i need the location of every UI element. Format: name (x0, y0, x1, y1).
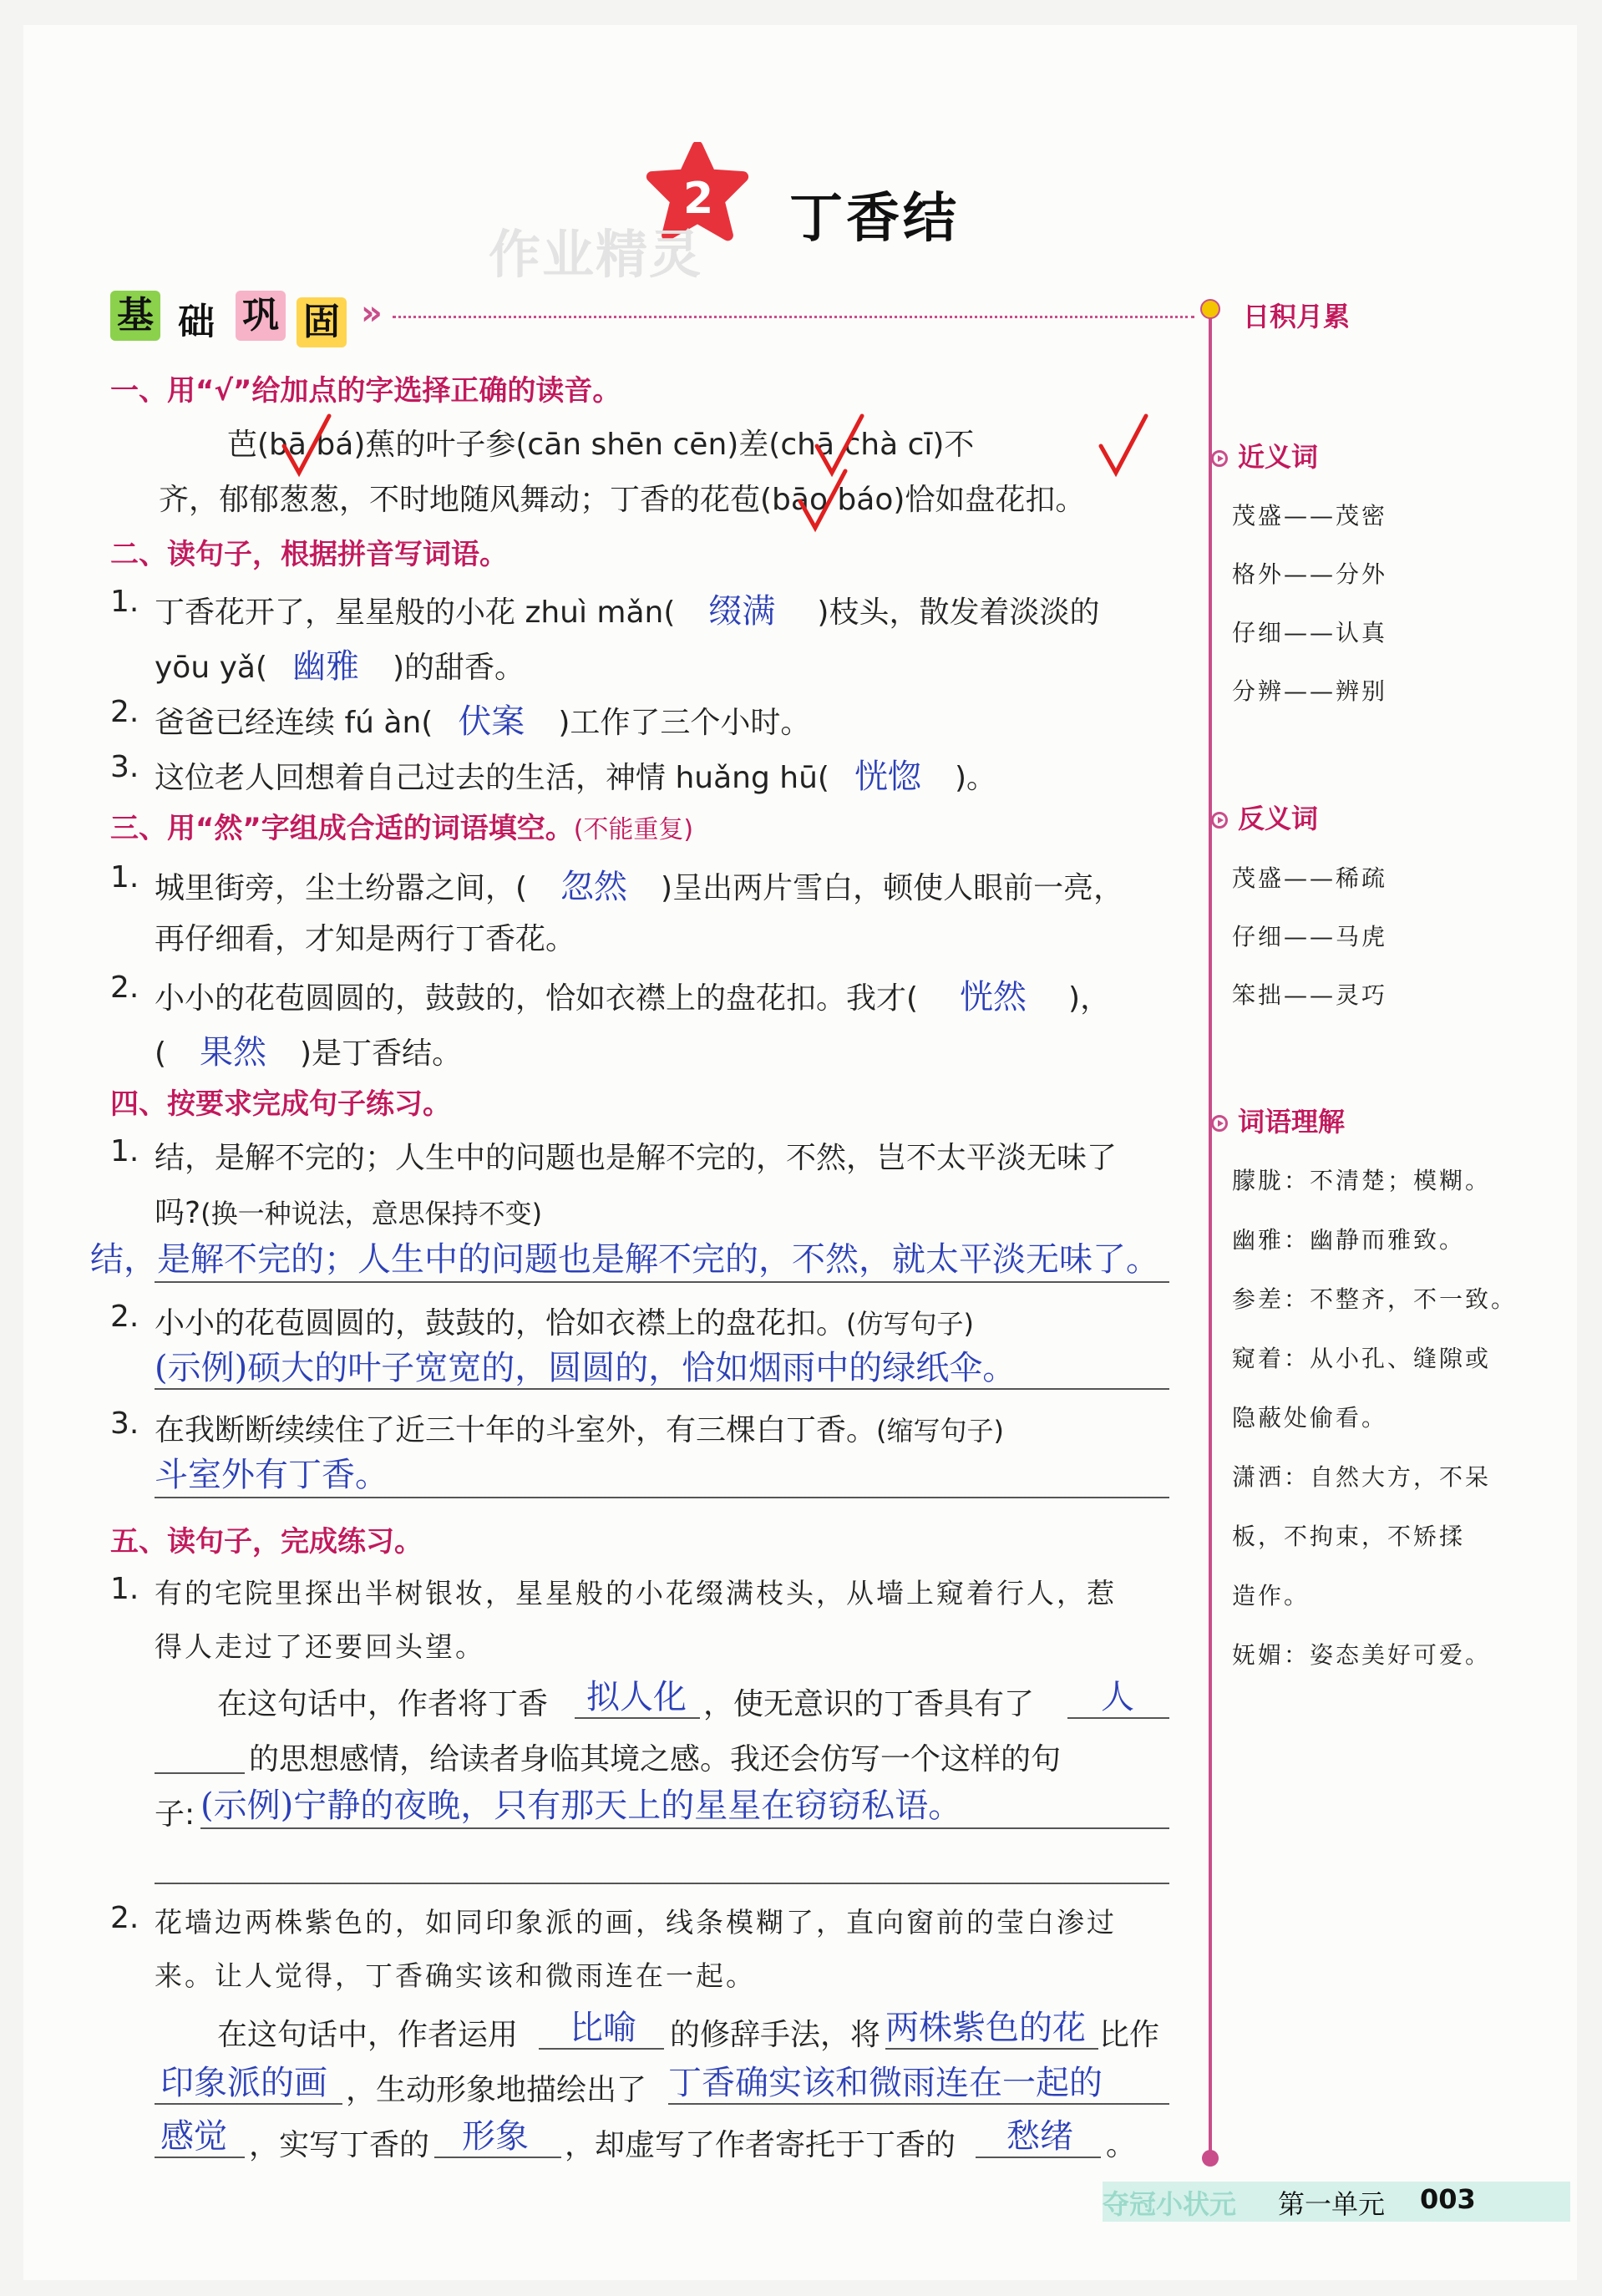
glossary-line: 板，不拘束，不矫揉 (1232, 1523, 1466, 1550)
q2-item-1-text: 丁香花开了，星星般的小花 zhuì mǎn( 缀满 )枝头，散发着淡淡的 (155, 592, 1100, 631)
q5-item-2-prompt-6: ，却虚写了作者寄托于丁香的 (565, 2128, 956, 2162)
q3-item-number: 1. (110, 860, 139, 895)
answer-line (155, 1281, 1169, 1283)
answer-line (155, 1772, 245, 1774)
check-mark-icon (277, 413, 336, 479)
answer-line (976, 2157, 1101, 2158)
answer-line (434, 2157, 561, 2158)
synonym-item: 茂盛——茂密 (1232, 502, 1388, 530)
q5-item-2-prompt-3: 比作 (1099, 2018, 1160, 2052)
q5-item-2-answer-3: 印象派的画 (160, 2064, 327, 2102)
glossary-heading: 词语理解 (1211, 1101, 1345, 1139)
play-circle-icon (1211, 812, 1228, 829)
q5-item-number: 2. (110, 1901, 139, 1935)
section-divider (393, 316, 1194, 318)
glossary-line: 隐蔽处偷看。 (1232, 1404, 1388, 1432)
antonym-item: 仔细——马虎 (1232, 923, 1388, 950)
q4-item-1-text-2: 吗?(换一种说法，意思保持不变) (155, 1196, 543, 1230)
sidebar-rule (1209, 311, 1212, 2161)
q1-line-2: 齐，郁郁葱葱，不时地随风舞动；丁香的花苞(bāo báo)恰如盘花扣。 (159, 483, 1086, 517)
q5-item-1-answer-1: 拟人化 (586, 1678, 687, 1716)
q4-item-1-text: 结，是解不完的；人生中的问题也是解不完的，不然，岂不太平淡无味了 (155, 1141, 1118, 1175)
q5-item-2-quote: 花墙边两株紫色的，如同印象派的画，线条模糊了，直向窗前的莹白渗过 (155, 1906, 1117, 1939)
page-number: 003 (1420, 2183, 1476, 2215)
q5-item-1-quote: 有的宅院里探出半树银妆，星星般的小花缀满枝头，从墙上窥着行人，惹 (155, 1577, 1117, 1609)
q5-item-1-prompt-2: ，使无意识的丁香具有了 (703, 1687, 1035, 1721)
q2-item-number: 3. (110, 750, 139, 784)
q5-item-2-prompt-7: 。 (1106, 2128, 1137, 2162)
badge-char-2: 础 (178, 301, 215, 343)
glossary-line: 窥着：从小孔、缝隙或 (1232, 1345, 1492, 1372)
glossary-line: 妩媚：姿态美好可爱。 (1232, 1641, 1492, 1669)
q5-item-1-prompt-3: 的思想感情，给读者身临其境之感。我还会仿写一个这样的句 (249, 1742, 1062, 1776)
q5-title: 五、读句子，完成练习。 (110, 1525, 423, 1559)
q5-item-2-answer-2: 两株紫色的花 (885, 2009, 1086, 2047)
synonym-item: 仔细——认真 (1232, 619, 1388, 646)
q3-item-1-text-2: 再仔细看，才知是两行丁香花。 (155, 922, 576, 956)
sidebar-bottom-dot-icon (1202, 2150, 1219, 2167)
q4-item-number: 1. (110, 1134, 139, 1168)
synonym-item: 分辨——辨别 (1232, 677, 1388, 705)
answer-line (885, 2048, 1098, 2050)
play-circle-icon (1211, 1115, 1228, 1132)
q3-item-2-text: 小小的花苞圆圆的，鼓鼓的，恰如衣襟上的盘花扣。我才( 恍然 )， (155, 978, 1111, 1016)
q5-item-2-prompt: 在这句话中，作者运用 (217, 2018, 519, 2052)
synonyms-heading: 近义词 (1211, 436, 1318, 474)
q2-item-2-text: 爸爸已经连续 fú àn( 伏案 )工作了三个小时。 (155, 702, 811, 741)
q5-item-1-answer-3: (示例)宁静的夜晚，只有那天上的星星在窃窃私语。 (200, 1787, 962, 1825)
q3-note: (不能重复) (573, 815, 694, 844)
q1-title: 一、用“√”给加点的字选择正确的读音。 (110, 374, 621, 408)
answer-line (155, 2157, 245, 2158)
check-mark-icon (1094, 413, 1153, 479)
badge-char-3: 巩 (236, 291, 286, 341)
lesson-number: 2 (683, 174, 714, 224)
q3-item-number: 2. (110, 971, 139, 1005)
q5-item-2-quote-2: 来。让人觉得，丁香确实该和微雨连在一起。 (155, 1959, 756, 1992)
answer-line (155, 1497, 1169, 1498)
q5-item-2-prompt-2: 的修辞手法，将 (670, 2018, 881, 2052)
answer-line (155, 1883, 1169, 1884)
watermark: 作业精灵 (489, 224, 703, 285)
q5-item-1-prompt: 在这句话中，作者将丁香 (217, 1687, 549, 1721)
q2-item-1-text-2: yōu yǎ( 幽雅 )的甜香。 (155, 647, 525, 686)
q5-item-2-answer-5: 感觉 (160, 2117, 227, 2156)
q3-item-2-text-2: ( 果然 )是丁香结。 (155, 1033, 463, 1072)
q1-line-1: 芭(bā bá)蕉的叶子参(cān shēn cēn)差(chā chà cī)不 (227, 428, 975, 462)
q5-item-2-answer-4: 丁香确实该和微雨连在一起的 (668, 2064, 1103, 2102)
glossary-line: 参差：不整齐，不一致。 (1232, 1285, 1518, 1313)
q4-item-number: 2. (110, 1300, 139, 1334)
answer-line (1067, 1717, 1169, 1719)
q5-item-1-quote-2: 得人走过了还要回头望。 (155, 1630, 485, 1663)
q5-item-2-answer-6: 形象 (462, 2117, 529, 2156)
footer-unit: 第一单元 (1278, 2188, 1386, 2220)
badge-char-1: 基 (110, 291, 160, 341)
synonym-item: 格外——分外 (1232, 560, 1388, 588)
sidebar-heading: 日积月累 (1243, 301, 1351, 332)
q5-item-2-prompt-4: ，生动形象地描绘出了 (346, 2073, 647, 2107)
q4-item-3-answer: 斗室外有丁香。 (155, 1456, 388, 1494)
footer-brand: 夺冠小状元 (1103, 2188, 1237, 2220)
glossary-line: 朦胧：不清楚；模糊。 (1232, 1167, 1492, 1194)
q3-title: 三、用“然”字组成合适的词语填空。(不能重复) (110, 812, 694, 845)
answer-line (155, 2103, 342, 2105)
q4-item-3-text: 在我断断续续住了近三十年的斗室外，有三棵白丁香。(缩写句子) (155, 1413, 1004, 1447)
chevron-right-icon: » (361, 294, 383, 332)
q2-title: 二、读句子，根据拼音写词语。 (110, 538, 508, 571)
q4-item-1-answer: 结，是解不完的；人生中的问题也是解不完的，不然，就太平淡无味了。 (90, 1240, 1159, 1279)
q5-item-1-prompt-4: 子: (155, 1797, 195, 1832)
q2-item-number: 1. (110, 585, 139, 619)
sidebar-top-dot-icon (1200, 299, 1220, 319)
answer-line (200, 1827, 1169, 1829)
q4-item-2-answer: (示例)硕大的叶子宽宽的，圆圆的，恰如烟雨中的绿纸伞。 (155, 1349, 1016, 1387)
q4-item-number: 3. (110, 1406, 139, 1441)
q5-item-2-answer-1: 比喻 (570, 2009, 636, 2047)
badge-char-4: 固 (297, 297, 347, 347)
antonym-item: 茂盛——稀疏 (1232, 864, 1388, 892)
q5-item-2-answer-7: 愁绪 (1006, 2117, 1073, 2156)
q4-title: 四、按要求完成句子练习。 (110, 1087, 451, 1121)
q4-item-2-text: 小小的花苞圆圆的，鼓鼓的，恰如衣襟上的盘花扣。(仿写句子) (155, 1306, 974, 1341)
play-circle-icon (1211, 450, 1228, 467)
glossary-line: 造作。 (1232, 1582, 1310, 1609)
page-title: 丁香结 (789, 188, 960, 250)
check-mark-icon (793, 468, 852, 535)
q5-item-2-prompt-5: ，实写丁香的 (249, 2128, 430, 2162)
q2-item-number: 2. (110, 695, 139, 729)
answer-line (155, 1388, 1169, 1390)
q5-item-number: 1. (110, 1572, 139, 1606)
q5-item-1-answer-2: 人 (1101, 1678, 1134, 1716)
answer-line (668, 2103, 1169, 2105)
q2-item-3-text: 这位老人回想着自己过去的生活，神情 huǎng hū( 恍惚 )。 (155, 758, 996, 796)
q3-item-1-text: 城里街旁，尘土纷嚣之间，( 忽然 )呈出两片雪白，顿使人眼前一亮， (155, 868, 1124, 906)
glossary-line: 幽雅：幽静而雅致。 (1232, 1226, 1466, 1254)
antonyms-heading: 反义词 (1211, 798, 1318, 836)
glossary-line: 潇洒：自然大方，不呆 (1232, 1463, 1492, 1491)
antonym-item: 笨拙——灵巧 (1232, 981, 1388, 1009)
answer-line (539, 2048, 664, 2050)
answer-line (575, 1717, 700, 1719)
